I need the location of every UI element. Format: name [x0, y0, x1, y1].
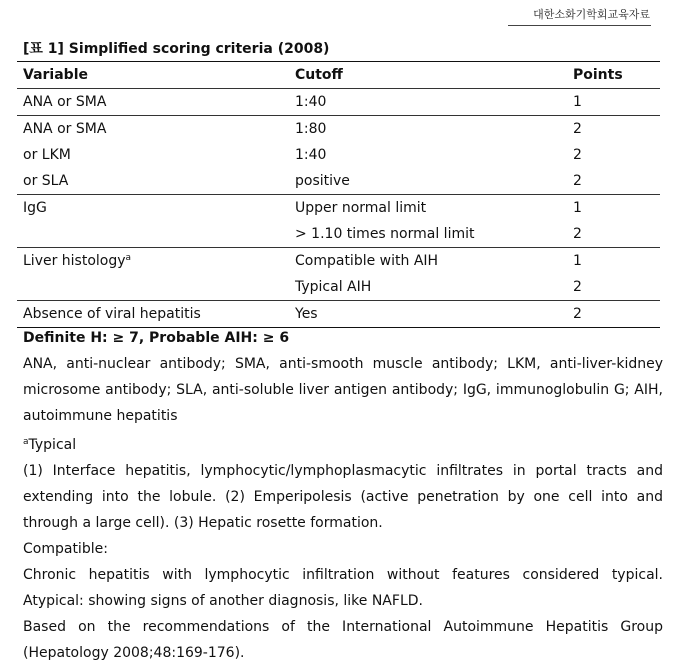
footnote-marker: a [23, 437, 29, 447]
reference-note: Based on the recommendations of the International Autoimmune Hepatitis Group (Hepatology 2008;48:169-176). [23, 619, 663, 661]
cell-points: 2 [567, 116, 660, 143]
cell-cutoff: 1:80 [289, 116, 567, 143]
table-row [17, 89, 660, 116]
cell-variable [17, 221, 289, 248]
cell-points: 2 [573, 226, 582, 242]
abbreviations-note: ANA, anti-nuclear antibody; SMA, anti-smooth muscle antibody; LKM, anti-liver-kidney microsome antibody; SLA, anti-soluble liver antigen antibody; IgG, immunoglobulin G; AIH, autoimmune hepatitis [23, 356, 663, 424]
cell-cutoff: 1:40 [295, 147, 327, 163]
header-divider [508, 25, 651, 26]
cell-variable [17, 248, 289, 275]
table-header-row [17, 62, 660, 89]
cell-variable: or LKM [23, 147, 71, 163]
table-row [17, 274, 660, 301]
table-row [17, 142, 660, 168]
cell-points: 2 [567, 301, 660, 328]
table-row [17, 301, 660, 328]
table-row [17, 195, 660, 222]
table-title: [표 1] Simplified scoring criteria (2008) [23, 41, 330, 57]
cell-cutoff: Typical AIH [295, 279, 372, 295]
compatible-heading: Compatible: [23, 541, 108, 557]
column-header-cutoff: Cutoff [289, 62, 567, 89]
cell-cutoff: positive [295, 173, 350, 189]
typical-criteria-text: (1) Interface hepatitis, lymphocytic/lymphoplasmacytic infiltrates in portal tracts and extending into the lobule. (2) Emperipolesis (active penetration by one cell into and through a large cell). (3) Hepatic rosette formation. [23, 463, 663, 531]
cell-variable-text: Liver histology [23, 253, 126, 269]
cell-variable: ANA or SMA [17, 89, 289, 116]
cell-variable [17, 274, 289, 301]
cell-points: 1 [567, 195, 660, 222]
cell-cutoff: 1:40 [289, 89, 567, 116]
column-header-variable: Variable [17, 62, 289, 89]
scoring-table [17, 61, 660, 328]
typical-label: Typical [28, 437, 77, 453]
cell-cutoff: Upper normal limit [289, 195, 567, 222]
header-note: 대한소화기학회교육자료 [533, 8, 650, 21]
cell-points: 1 [567, 89, 660, 116]
table-row [17, 248, 660, 275]
column-header-points: Points [567, 62, 660, 89]
footnote-marker: a [125, 253, 132, 263]
cell-variable: Absence of viral hepatitis [17, 301, 289, 328]
cell-points: 2 [573, 173, 582, 189]
cell-points: 2 [573, 147, 582, 163]
table-row [17, 221, 660, 248]
cell-points: 1 [567, 248, 660, 275]
cell-variable: IgG [17, 195, 289, 222]
table-row [17, 168, 660, 195]
cell-cutoff: Yes [289, 301, 567, 328]
cell-variable: ANA or SMA [17, 116, 289, 143]
table-footnotes [23, 325, 663, 666]
typical-heading [23, 429, 663, 458]
score-threshold-line: Definite H: ≥ 7, Probable AIH: ≥ 6 [23, 330, 290, 346]
table-row [17, 116, 660, 143]
cell-cutoff: > 1.10 times normal limit [295, 226, 475, 242]
cell-points: 2 [573, 279, 582, 295]
cell-variable: or SLA [23, 173, 69, 189]
compatible-criteria-text: Chronic hepatitis with lymphocytic infiltration without features considered typical. Atypical: showing signs of another diagnosis, like NAFLD. [23, 567, 663, 609]
cell-cutoff: Compatible with AIH [289, 248, 567, 275]
